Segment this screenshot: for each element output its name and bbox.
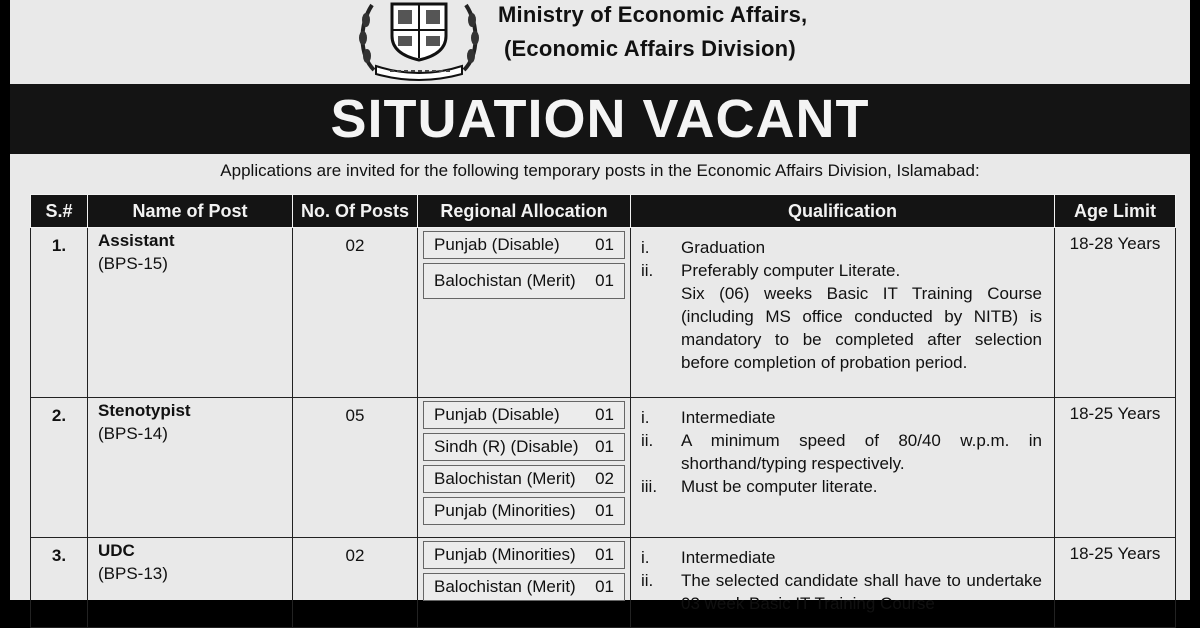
table-row bbox=[31, 228, 1176, 398]
post-count: 02 bbox=[293, 538, 418, 628]
qualification-item bbox=[641, 406, 1042, 429]
serial-number: 1. bbox=[31, 228, 88, 398]
column-header-qualification: Qualification bbox=[631, 195, 1055, 228]
qualification-text: Graduation bbox=[681, 238, 766, 257]
qualification-item bbox=[641, 569, 1042, 615]
table-body bbox=[31, 228, 1176, 628]
qualification-number: i. bbox=[641, 238, 650, 257]
regional-allocation-cell bbox=[418, 398, 631, 538]
table-row bbox=[31, 538, 1176, 628]
post-bps: (BPS-14) bbox=[98, 424, 168, 443]
qualification-text: Six (06) weeks Basic IT Training Course (including MS office conducted by NITB) is mandatory to be completed after selection before completion of probation period. bbox=[681, 284, 1042, 372]
regional-allocation-cell bbox=[418, 538, 631, 628]
serial-number: 3. bbox=[31, 538, 88, 628]
qualification-text: Must be computer literate. bbox=[681, 477, 878, 496]
qualification-cell bbox=[631, 398, 1055, 538]
post-name: Assistant bbox=[98, 231, 175, 250]
post-cell bbox=[88, 228, 293, 398]
qualification-text: A minimum speed of 80/40 w.p.m. in shorthand/typing respectively. bbox=[681, 431, 1042, 473]
allocation-region: Balochistan (Merit) bbox=[434, 469, 576, 488]
age-limit: 18-25 Years bbox=[1055, 538, 1176, 628]
qualification-text: Preferably computer Literate. bbox=[681, 261, 901, 280]
qualification-number bbox=[641, 282, 681, 374]
allocation-count: 01 bbox=[595, 235, 614, 254]
qualification-item bbox=[641, 282, 1042, 374]
allocation-region: Punjab (Disable) bbox=[434, 405, 560, 424]
post-cell bbox=[88, 538, 293, 628]
regional-allocation-cell bbox=[418, 228, 631, 398]
qualification-number: ii. bbox=[641, 261, 654, 280]
posts-table bbox=[30, 194, 1176, 628]
post-count: 02 bbox=[293, 228, 418, 398]
qualification-number: ii. bbox=[641, 571, 654, 590]
age-limit: 18-25 Years bbox=[1055, 398, 1176, 538]
qualification-item bbox=[641, 236, 1042, 259]
qualification-text: The selected candidate shall have to undertake 03 week Basic IT Training Course bbox=[681, 571, 1042, 613]
allocation-item bbox=[423, 263, 625, 299]
column-header-post: Name of Post bbox=[88, 195, 293, 228]
allocation-item bbox=[423, 465, 625, 493]
post-bps: (BPS-13) bbox=[98, 564, 168, 583]
qualification-number: ii. bbox=[641, 431, 654, 450]
allocation-count: 01 bbox=[595, 405, 614, 424]
allocation-count: 01 bbox=[595, 437, 614, 456]
column-header-age: Age Limit bbox=[1055, 195, 1176, 228]
allocation-region: Punjab (Disable) bbox=[434, 235, 560, 254]
qualification-number: iii. bbox=[641, 477, 658, 496]
qualification-text: Intermediate bbox=[681, 408, 776, 427]
qualification-item bbox=[641, 475, 1042, 498]
allocation-item bbox=[423, 497, 625, 525]
post-name: Stenotypist bbox=[98, 401, 191, 420]
allocation-count: 01 bbox=[595, 501, 614, 520]
allocation-item bbox=[423, 231, 625, 259]
qualification-cell bbox=[631, 538, 1055, 628]
qualification-number: i. bbox=[641, 408, 650, 427]
ministry-division: (Economic Affairs Division) bbox=[504, 36, 796, 61]
table-row bbox=[31, 398, 1176, 538]
qualification-item bbox=[641, 546, 1042, 569]
age-limit: 18-28 Years bbox=[1055, 228, 1176, 398]
column-header-sno: S.# bbox=[31, 195, 88, 228]
qualification-text: Intermediate bbox=[681, 548, 776, 567]
advertisement-page bbox=[10, 0, 1190, 613]
post-name: UDC bbox=[98, 541, 135, 560]
allocation-region: Balochistan (Merit) bbox=[434, 271, 576, 290]
table-header-row bbox=[31, 195, 1176, 228]
allocation-item bbox=[423, 433, 625, 461]
allocation-region: Punjab (Minorities) bbox=[434, 501, 576, 520]
allocation-count: 01 bbox=[595, 577, 614, 596]
qualification-number: i. bbox=[641, 548, 650, 567]
banner-title: SITUATION VACANT bbox=[330, 89, 870, 149]
column-header-region: Regional Allocation bbox=[418, 195, 631, 228]
allocation-region: Balochistan (Merit) bbox=[434, 577, 576, 596]
allocation-count: 01 bbox=[595, 271, 614, 290]
allocation-region: Punjab (Minorities) bbox=[434, 545, 576, 564]
post-count: 05 bbox=[293, 398, 418, 538]
post-bps: (BPS-15) bbox=[98, 254, 168, 273]
situation-vacant-banner bbox=[10, 84, 1190, 154]
serial-number: 2. bbox=[31, 398, 88, 538]
government-emblem-icon bbox=[354, 0, 484, 78]
ministry-title: Ministry of Economic Affairs, bbox=[498, 2, 808, 27]
allocation-item bbox=[423, 401, 625, 429]
qualification-item bbox=[641, 429, 1042, 475]
allocation-item bbox=[423, 541, 625, 569]
intro-text: Applications are invited for the following temporary posts in the Economic Affairs Division, Islamabad: bbox=[220, 161, 980, 180]
allocation-item bbox=[423, 573, 625, 601]
column-header-posts: No. Of Posts bbox=[293, 195, 418, 228]
post-cell bbox=[88, 398, 293, 538]
allocation-count: 01 bbox=[595, 545, 614, 564]
qualification-cell bbox=[631, 228, 1055, 398]
qualification-item bbox=[641, 259, 1042, 282]
allocation-region: Sindh (R) (Disable) bbox=[434, 437, 579, 456]
allocation-count: 02 bbox=[595, 469, 614, 488]
